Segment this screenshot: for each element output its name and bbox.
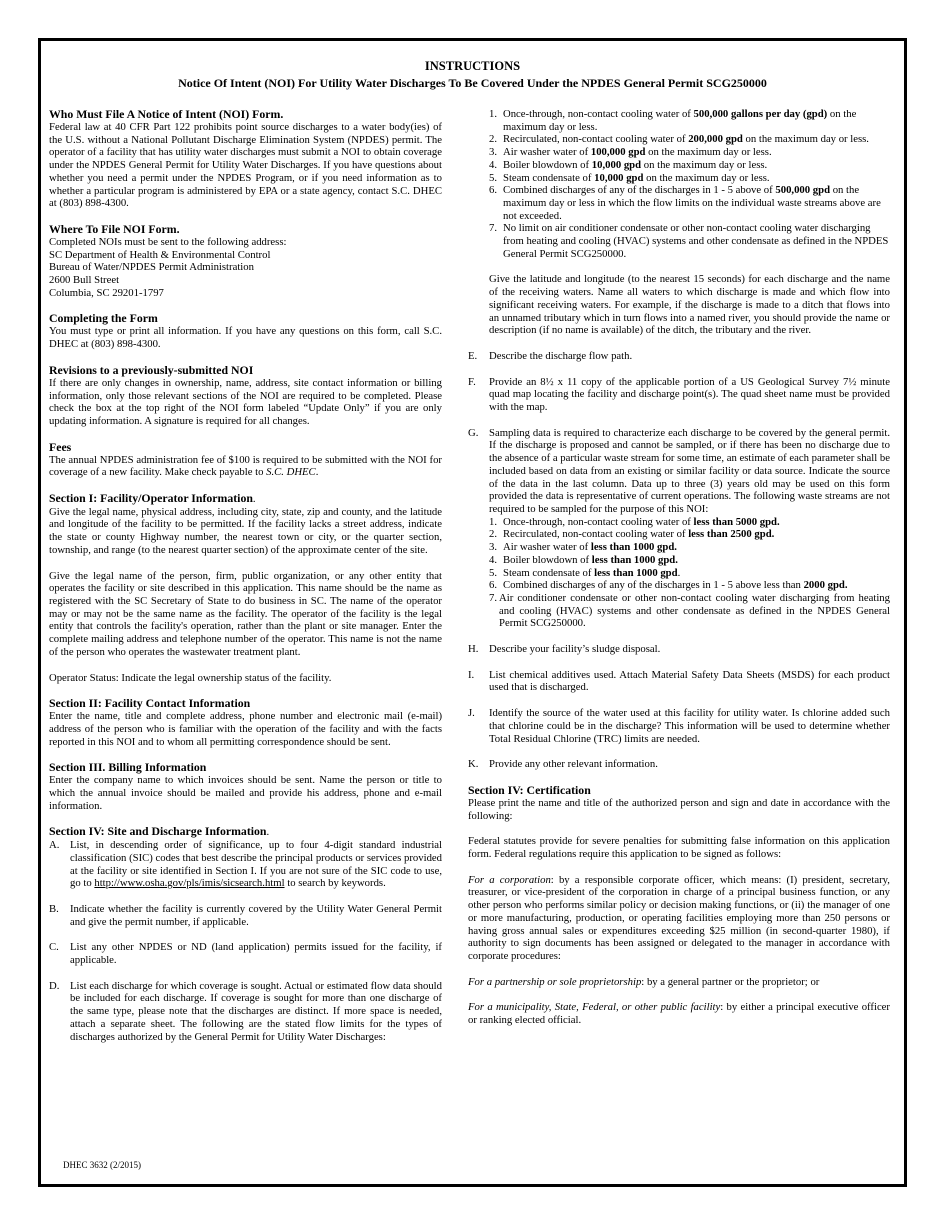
item-letter: H. (468, 643, 479, 656)
right-column (468, 108, 890, 1027)
list-number: 7. (489, 222, 498, 235)
list-text-bold: 10,000 gpd (591, 158, 642, 171)
item-text (70, 839, 442, 890)
list-number: 4. (489, 553, 498, 566)
list-text-part: Combined discharges of any of the discharges in 1 - 5 above less than (503, 579, 804, 592)
list-text-part: Once-through, non-contact cooling water of (503, 108, 694, 120)
list-text-part: . (677, 566, 681, 579)
item-b (49, 903, 442, 928)
section-body: Give the legal name, physical address, including city, state, zip and county, and the latitude and longitude of the facility to be permitted. If the facility lacks a street address, indicate the state or county Highway number, the nearest town or city, or the quarter section, township, and range (to the nearest quarter section) of the approximate center of the site. (49, 505, 442, 556)
list-item (489, 528, 890, 541)
item-a (49, 839, 442, 890)
section-body: You must type or print all information. If you have any questions on this form, call S.C. DHEC at (803) 898-4300. (49, 325, 442, 351)
section-body: Federal statutes provide for severe penalties for submitting false information on this application form. Federal regulations require this application to be signed as follows: (468, 835, 890, 861)
list-number: 6. (489, 579, 498, 592)
partnership-paragraph (468, 976, 890, 989)
list-text (503, 528, 890, 541)
address-line: Columbia, SC 29201-1797 (49, 286, 164, 299)
address-line: Bureau of Water/NPDES Permit Administration (49, 261, 254, 274)
list-text-bold: 500,000 gpd (775, 184, 831, 197)
page-border (38, 38, 907, 1187)
list-item (489, 184, 890, 222)
section-body: If there are only changes in ownership, name, address, site contact information or billing information, only those relevant sections of the NOI are required to be completed. Please check the box at the top right of the NOI form labeled “Update Only” if you are only updating information. A signature is required for all changes. (49, 376, 442, 427)
left-column (49, 108, 442, 1056)
list-number: 3. (489, 146, 498, 159)
list-text-bold: 10,000 gpd (594, 171, 644, 184)
item-text: Identify the source of the water used at this facility for utility water. Is chlorine added such that chlorine could be in the discharge? This information will be used to determine whether Total Residual Chlorine (TRC) limits are needed. (489, 707, 890, 745)
item-k (468, 758, 890, 771)
list-item (489, 567, 890, 580)
certification-section (468, 784, 890, 1027)
item-text: List chemical additives used. Attach Material Safety Data Sheets (MSDS) for each product used that is discharged. (489, 668, 890, 694)
section-body: Federal law at 40 CFR Part 122 prohibits point source discharges to a water body(ies) of the U.S. without a National Pollutant Discharge Elimination System (NPDES) permit. The operator of a facility that has utility water discharges must submit a NOI to obtain coverage under the NPDES General Permit for Utility Water Discharges. If you have questions about whether you need a permit under the NPDES Program, or if you need information as to whether a particular program is administered by EPA or a state agency, contact S.C. DHEC at (803) 898-4300. (49, 121, 442, 210)
section-heading-text: Section I: Facility/Operator Information (49, 491, 253, 506)
section-body: Enter the company name to which invoices should be sent. Name the person or title to which the annual invoice should be mailed and provide his address, phone and e-mail information. (49, 774, 442, 812)
item-letter: A. (49, 839, 60, 852)
list-text-bold: 500,000 gallons per day (gpd) (693, 108, 828, 120)
item-text: Indicate whether the facility is currently covered by the Utility Water General Permit and give the permit number, if applicable. (70, 902, 442, 928)
list-text-part: on the maximum day or less. (503, 108, 857, 133)
section-heading (49, 825, 442, 839)
address-line: 2600 Bull Street (49, 274, 120, 287)
list-text (503, 146, 890, 159)
list-item (489, 592, 890, 630)
list-text-bold: less than 1000 gpd. (591, 553, 678, 566)
list-text-part: on the maximum day or less. (742, 133, 869, 146)
partnership-label: For a partnership or sole proprietorship (468, 975, 642, 988)
item-j (468, 707, 890, 745)
section-heading: Section II: Facility Contact Information (49, 696, 251, 711)
flow-limits-list (468, 108, 890, 260)
list-item (489, 579, 890, 592)
list-text-bold: 2000 gpd. (803, 579, 848, 592)
item-text: Provide an 8½ x 11 copy of the applicable portion of a US Geological Survey 7½ minute quad map locating the facility and discharge point(s). The quad sheet name must be provided with the map. (489, 375, 890, 414)
section-heading (49, 492, 442, 506)
item-c (49, 941, 442, 966)
list-item (489, 146, 890, 159)
municipality-text: : by either a principal executive officer or ranking elected official. (468, 1001, 890, 1027)
item-g (468, 427, 890, 630)
address-line: SC Department of Health & Environmental Control (49, 248, 271, 261)
list-number: 5. (489, 566, 498, 579)
list-item (489, 172, 890, 185)
section-body: Give the legal name of the person, firm, public organization, or any other entity that operates the facility or site described in this application. This name should be the name as registered with the SC Secretary of State to do business in SC. The name of the operator may or may not be the same name as the facility. The operator of the facility is the legal entity that controls the facility's operation, rather than the plant or site manager. Enter the complete mailing address and telephone number of the operator. This name is not the name of the person who operates the wastewater treatment plant. (49, 569, 442, 658)
item-text (489, 427, 890, 630)
list-text (503, 133, 890, 146)
list-text (503, 516, 890, 529)
list-text-part: on the maximum day or less in which the flow limits on the individual waste streams above are not exceeded. (503, 184, 881, 222)
list-item (489, 222, 890, 260)
list-text-part: on the maximum day or less. (641, 158, 768, 171)
fees-section (49, 441, 442, 479)
list-text (503, 579, 890, 592)
item-letter: K. (468, 758, 479, 771)
section-heading: Completing the Form (49, 311, 158, 326)
list-text-part: on the maximum day or less. (645, 146, 772, 159)
list-text-part: Recirculated, non-contact cooling water of (503, 133, 689, 146)
section-heading: Section III. Billing Information (49, 760, 207, 775)
section-3 (49, 761, 442, 812)
list-text (503, 159, 890, 172)
list-text-bold: less than 1000 gpd. (590, 541, 677, 554)
list-text (503, 172, 890, 185)
item-text: List each discharge for which coverage is sought. Actual or estimated flow data should be included for each discharge. If coverage is sought for more than one discharge of the same type, please note that the discharges are distinct. If more space is needed, attach a separate sheet. The following are the stated flow limits for the types of discharges authorized by the General Permit for Utility Water Discharges: (70, 979, 442, 1043)
list-text-part: Air washer water of (503, 541, 591, 554)
item-letter: F. (468, 375, 476, 388)
item-a-text-end: to search by keywords. (284, 877, 386, 890)
item-text: Describe the discharge flow path. (489, 349, 633, 362)
list-number: 2. (489, 133, 498, 146)
section-heading: Fees (49, 439, 72, 454)
fees-payee: S.C. DHEC (266, 466, 316, 479)
list-text-part: Steam condensate of (503, 171, 595, 184)
list-text (503, 108, 890, 133)
sic-search-link[interactable]: http://www.osha.gov/pls/imis/sicsearch.html (94, 877, 285, 890)
section-heading-text: Section IV: Site and Discharge Information (49, 824, 267, 839)
list-text (503, 541, 890, 554)
municipality-label: For a municipality, State, Federal, or other public facility (468, 1001, 721, 1014)
item-letter: G. (468, 426, 479, 439)
list-item (489, 133, 890, 146)
list-number: 3. (489, 541, 498, 554)
list-text-bold: less than 1000 gpd (594, 566, 678, 579)
item-a-text: List, in descending order of significance, up to four 4-digit standard industrial classification (SIC) codes that best describe the principal products or services provided at the facility or site identified in Section I. If you are not sure of the SIC code to use, go to (70, 839, 442, 890)
list-text-part: Boiler blowdown of (503, 158, 592, 171)
section-2 (49, 697, 442, 748)
list-item (489, 108, 890, 133)
list-text-bold: 200,000 gpd (688, 133, 743, 146)
item-letter: I. (468, 668, 475, 681)
who-section (49, 108, 442, 210)
section-body: Please print the name and title of the authorized person and sign and date in accordance with the following: (468, 796, 890, 822)
list-text-part: on the maximum day or less. (643, 171, 770, 184)
completing-section (49, 312, 442, 350)
list-text-bold: less than 2500 gpd. (688, 528, 775, 541)
revisions-section (49, 364, 442, 428)
item-letter: D. (49, 979, 60, 992)
section-4 (49, 825, 442, 1043)
section-body: Enter the name, title and complete address, phone number and electronic mail (e-mail) address of the person who is familiar with the operation of the facility and with the facts reported in this NOI and to whom all permitting correspondence should be sent. (49, 710, 442, 748)
item-text: Describe your facility’s sludge disposal. (489, 643, 661, 656)
item-letter: B. (49, 902, 59, 915)
fees-end: . (315, 466, 319, 479)
list-number: 1. (489, 515, 498, 528)
item-i (468, 669, 890, 694)
form-number: DHEC 3632 (2/2015) (63, 1160, 141, 1170)
item-letter: C. (49, 941, 59, 954)
section-heading: Where To File NOI Form. (49, 221, 180, 236)
section-heading: Who Must File A Notice of Intent (NOI) Form. (49, 107, 284, 121)
item-letter: E. (468, 349, 478, 362)
section-heading: Revisions to a previously-submitted NOI (49, 362, 254, 377)
section-heading: Section IV: Certification (468, 782, 591, 797)
list-text-part: Boiler blowdown of (503, 553, 592, 566)
page-subtitle: Notice Of Intent (NOI) For Utility Water Discharges To Be Covered Under the NPDES General Permit SCG250000 (178, 76, 767, 90)
partnership-text: : by a general partner or the proprietor; or (641, 975, 820, 988)
item-text: Provide any other relevant information. (489, 758, 658, 771)
list-number: 6. (489, 184, 498, 197)
item-text: List any other NPDES or ND (land application) permits issued for the facility, if applicable. (70, 941, 442, 967)
list-text-bold: less than 5000 gpd. (693, 515, 780, 528)
list-text-part: Once-through, non-contact cooling water of (503, 515, 694, 528)
corporation-paragraph (468, 874, 890, 963)
heading-period: . (266, 826, 270, 839)
item-letter: J. (468, 707, 475, 720)
list-number: 2. (489, 528, 498, 541)
page-title: INSTRUCTIONS (424, 59, 521, 73)
item-f (468, 376, 890, 414)
section-body: Operator Status: Indicate the legal ownership status of the facility. (49, 671, 332, 684)
section-body (49, 454, 442, 479)
list-number: 1. (489, 108, 498, 120)
latlong-paragraph: Give the latitude and longitude (to the nearest 15 seconds) for each discharge and the name of the receiving waters. Name all waters to which discharge is made and which flow into significant receiving waters. For example, if the discharge is made to a ditch that flows into an unnamed tributary which in turn flows into a named river, you should provide the name or description (if no name is available) of the ditch, the tributary and the river. (489, 273, 890, 337)
item-h (468, 643, 890, 656)
list-text (503, 567, 890, 580)
list-text-part: Air washer water of (503, 146, 591, 159)
list-number: 4. (489, 158, 498, 171)
list-text: Air conditioner condensate or other non-contact cooling water discharging from heating and cooling (HVAC) systems and other condensate as defined in the NPDES General Permit SCG250000. (499, 591, 890, 630)
list-item (489, 541, 890, 554)
list-item (489, 159, 890, 172)
list-text-part: Steam condensate of (503, 566, 595, 579)
municipality-paragraph (468, 1001, 890, 1026)
item-e (468, 350, 890, 363)
list-item (489, 554, 890, 567)
item-g-text: Sampling data is required to characterize each discharge to be covered by the general permit. If the discharge is proposed and cannot be sampled, or if there has been no discharge due to the absence of a particular waste stream for some time, an estimate of each parameter shall be included based on data from an existing or similar facility or data source. Indicate the source of the data in the last column. Data up to three (3) years old may be used on this form provided the data is representative of current operations. The following waste streams are not required to be sampled for the purpose of this NOI: (489, 426, 890, 515)
list-item (489, 516, 890, 529)
list-text: No limit on air conditioner condensate or other non-contact cooling water discharging from heating and cooling (HVAC) systems and other condensate as defined in the NPDES General Permit SCG250000. (503, 222, 889, 260)
sampling-exempt-list (489, 516, 890, 630)
corporation-label: For a corporation (468, 873, 551, 886)
list-text-bold: 100,000 gpd (590, 146, 646, 159)
address-line: Completed NOIs must be sent to the following address: (49, 235, 287, 248)
list-text (503, 554, 890, 567)
where-section (49, 223, 442, 300)
list-number: 5. (489, 171, 498, 184)
list-number: 7. (489, 591, 498, 604)
list-text-part: Combined discharges of any of the discharges in 1 - 5 above of (503, 184, 776, 197)
corporation-text: : by a responsible corporate officer, which means: (I) president, secretary, treasurer, or vice-president of the corporation in charge of a principal business function, or any other person who performs similar policy or decision making functions, or (ii) the manager of one or more manufacturing, production, or operating facilities employing more than 250 persons or having gross annual sales or expenditures exceeding $25 million (in second-quarter 1980), if authority to sign documents has been assigned or delegated to the manager in accordance with corporate procedures: (468, 873, 890, 962)
list-text (503, 184, 890, 222)
fees-text: The annual NPDES administration fee of $100 is required to be submitted with the NOI for coverage of a new facility. Make check payable to (49, 453, 442, 479)
list-text-part: Recirculated, non-contact cooling water of (503, 528, 689, 541)
heading-period: . (252, 493, 256, 506)
item-d (49, 980, 442, 1044)
section-1 (49, 492, 442, 684)
